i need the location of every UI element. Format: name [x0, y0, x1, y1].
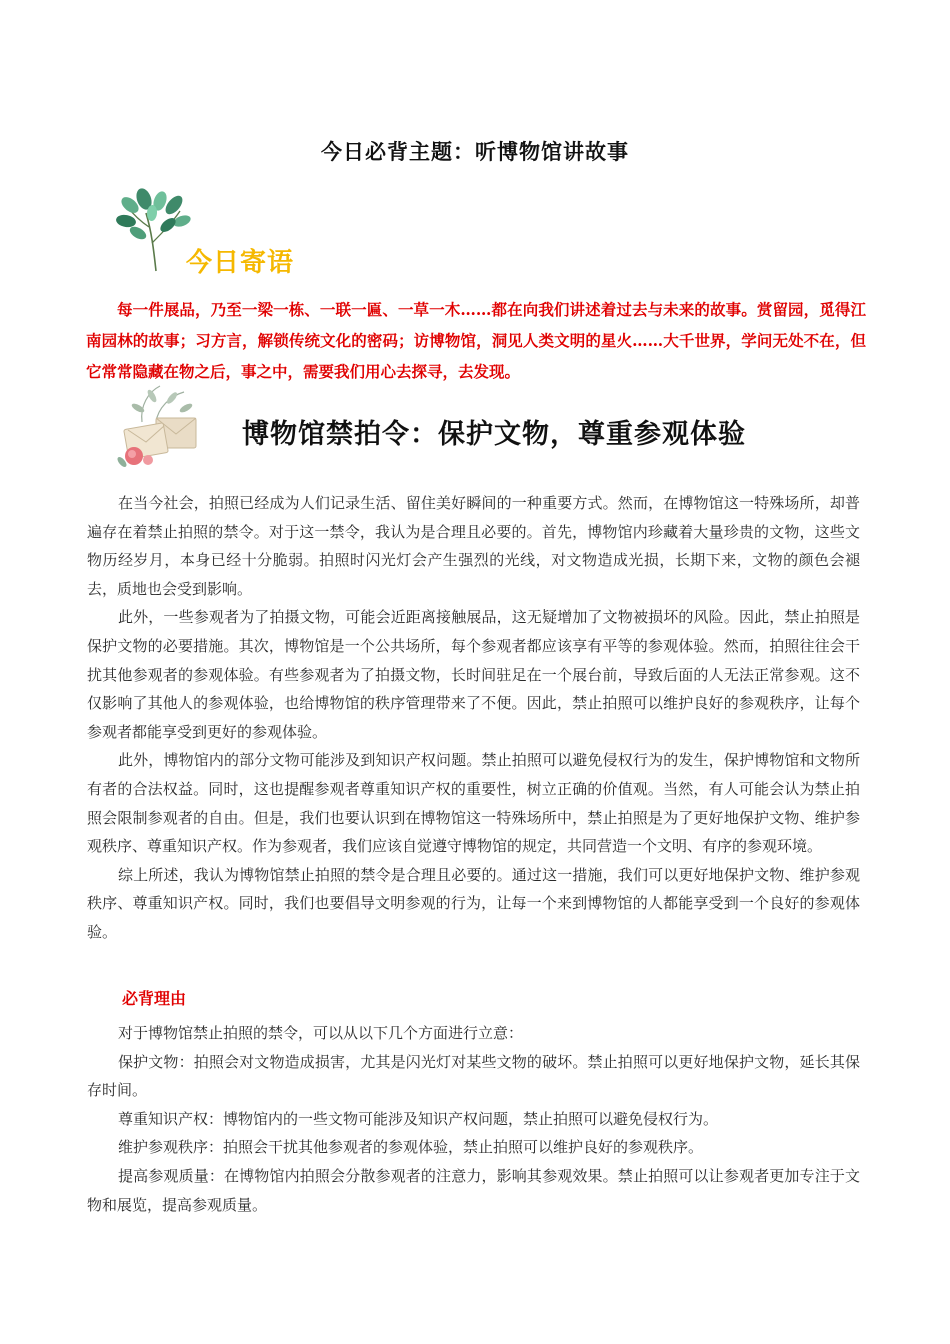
reason-item: 对于博物馆禁止拍照的禁令，可以从以下几个方面进行立意： [118, 1024, 524, 1042]
envelope-flower-icon [112, 382, 208, 474]
page-title: 今日必背主题：听博物馆讲故事 [321, 139, 629, 164]
reason-item: 提高参观质量：在博物馆内拍照会分散参观者的注意力，影响其参观效果。禁止拍照可以让参观者更加专注于文物和展览，提高参观质量。 [87, 1166, 860, 1214]
leaf-branch-icon [116, 183, 192, 273]
message-heading: 今日寄语 [186, 248, 295, 278]
reason-item: 尊重知识产权：博物馆内的一些文物可能涉及知识产权问题，禁止拍照可以避免侵权行为。 [118, 1109, 719, 1128]
reason-item: 保护文物：拍照会对文物造成损害，尤其是闪光灯对某些文物的破坏。禁止拍照可以更好地保护文物，延长其保存时间。 [87, 1052, 860, 1100]
message-body: 每一件展品，乃至一梁一栋、一联一匾、一草一木……都在向我们讲述着过去与未来的故事。赏留园，觅得江南园林的故事；习方言，解锁传统文化的密码；访博物馆，洞见人类文明的星火……大千世界，学问无处不在，但它常常隐藏在物之后，事之中，需要我们用心去探寻，去发现。 [86, 300, 866, 381]
article-paragraph: 在当今社会，拍照已经成为人们记录生活、留住美好瞬间的一种重要方式。然而，在博物馆这一特殊场所，却普遍存在着禁止拍照的禁令。对于这一禁令，我认为是合理且必要的。首先，博物馆内珍藏着大量珍贵的文物，这些文物历经岁月，本身已经十分脆弱。拍照时闪光灯会产生强烈的光线，对文物造成光损，长期下来，文物的颜色会褪去，质地也会受到影响。 [87, 494, 860, 598]
article-title: 博物馆禁拍令：保护文物，尊重参观体验 [242, 419, 746, 450]
article-body [87, 489, 860, 947]
article-paragraph: 此外，一些参观者为了拍摄文物，可能会近距离接触展品，这无疑增加了文物被损坏的风险。因此，禁止拍照是保护文物的必要措施。其次，博物馆是一个公共场所，每个参观者都应该享有平等的参观体验。然而，拍照往往会干扰其他参观者的参观体验。有些参观者为了拍摄文物，长时间驻足在一个展台前，导致后面的人无法正常参观。这不仅影响了其他人的参观体验，也给博物馆的秩序管理带来了不便。因此，禁止拍照可以维护良好的参观秩序，让每个参观者都能享受到更好的参观体验。 [87, 608, 860, 741]
reasons-list [87, 1019, 860, 1219]
article-paragraph: 此外，博物馆内的部分文物可能涉及到知识产权问题。禁止拍照可以避免侵权行为的发生，保护博物馆和文物所有者的合法权益。同时，这也提醒参观者尊重知识产权的重要性，树立正确的价值观。当然，有人可能会认为禁止拍照会限制参观者的自由。但是，我们也要认识到在博物馆这一特殊场所中，禁止拍照是为了更好地保护文物、维护参观秩序、尊重知识产权。作为参观者，我们应该自觉遵守博物馆的规定，共同营造一个文明、有序的参观环境。 [87, 751, 860, 856]
reasons-heading: 必背理由 [122, 989, 187, 1008]
reason-item: 维护参观秩序：拍照会干扰其他参观者的参观体验，禁止拍照可以维护良好的参观秩序。 [118, 1138, 704, 1157]
article-paragraph: 综上所述，我认为博物馆禁止拍照的禁令是合理且必要的。通过这一措施，我们可以更好地保护文物、维护参观秩序、尊重知识产权。同时，我们也要倡导文明参观的行为，让每一个来到博物馆的人都能享受到一个良好的参观体验。 [87, 865, 860, 941]
